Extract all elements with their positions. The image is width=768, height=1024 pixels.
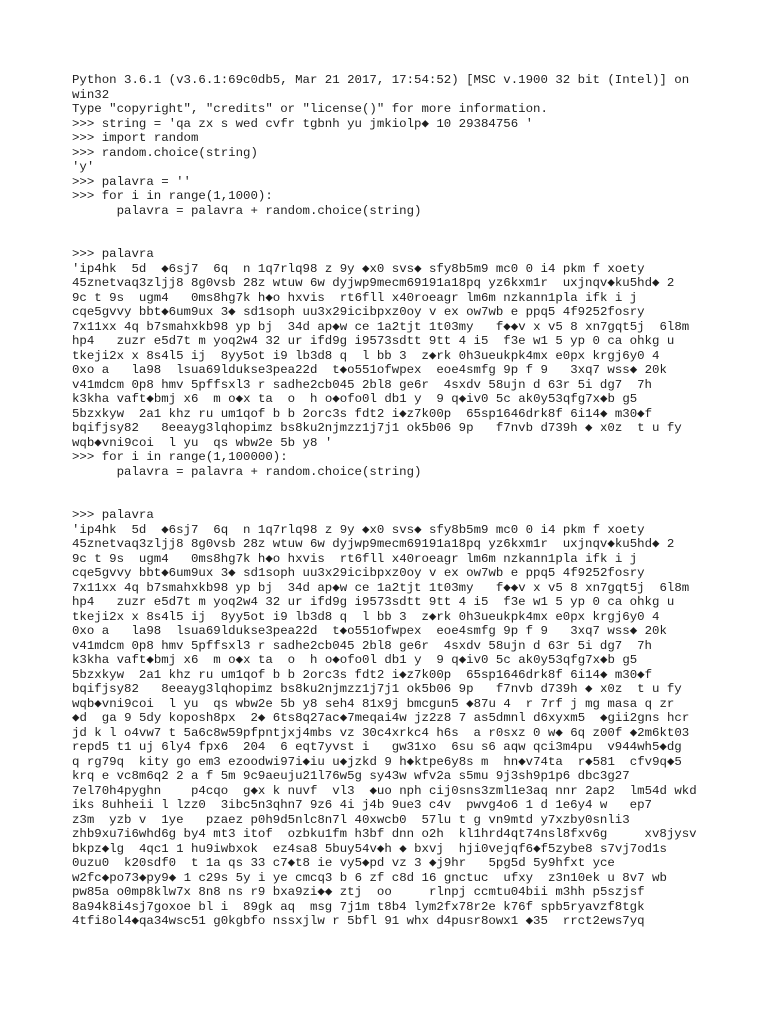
console-line: iks 8uhheii l lzz0 3ibc5n3qhn7 9z6 4i j4b 9ue3 c4v pwvg4o6 1 d 1e6y4 w ep7 [72, 798, 652, 812]
console-line: jd k l o4vw7 t 5a6c8w59pfpntjxj4mbs vz 30c4xrkc4 h6s a r0sxz 0 w◆ 6q z00f ◆2m6kt03 [72, 725, 690, 740]
console-line: cqe5gvvy bbt◆6um9ux 3◆ sd1soph uu3x29icibpxz0oy v ex ow7wb e ppq5 4f9252fosry [72, 305, 645, 319]
console-line: tkeji2x x 8s4l5 ij 8yy5ot i9 lb3d8 q l bb 3 z◆rk 0h3ueukpk4mx e0px krgj6y0 4 [72, 348, 660, 363]
console-line: >>> string = 'qa zx s wed cvfr tgbnh yu jmkiolp◆ 10 29384756 ' [72, 116, 534, 131]
console-line: 0xo a la98 lsua69ldukse3pea22d t◆o551ofwpex eoe4smfg 9p f 9 3xq7 wss◆ 20k [72, 624, 667, 638]
console-line: 5bzxkyw 2a1 khz ru um1qof b b 2orc3s fdt2 i◆z7k00p 65sp1646drk8f 6i14◆ m30◆f [72, 406, 653, 421]
console-line: 45znetvaq3zljj8 8g0vsb 28z wtuw 6w dyjwp9mecm69191a18pq yz6kxm1r uxjnqv◆ku5hd◆ 2 [72, 537, 675, 551]
console-line: 7x11xx 4q b7smahxkb98 yp bj 34d ap◆w ce 1a2tjt 1t03my f◆◆v x v5 8 xn7gqt5j 6l8m [72, 319, 690, 334]
console-line: tkeji2x x 8s4l5 ij 8yy5ot i9 lb3d8 q l bb 3 z◆rk 0h3ueukpk4mx e0px krgj6y0 4 [72, 609, 660, 624]
console-line: 'ip4hk 5d ◆6sj7 6q n 1q7rlq98 z 9y ◆x0 svs◆ sfy8b5m9 mc0 0 i4 pkm f xoety [72, 261, 645, 276]
console-line: palavra = palavra + random.choice(string) [72, 464, 422, 479]
console-line: 0uzu0 k20sdf0 t 1a qs 33 c7◆t8 ie vy5◆pd vz 3 ◆j9hr 5pg5d 5y9hfxt yce [72, 856, 615, 870]
console-line: krq e vc8m6q2 2 a f 5m 9c9aeuju21l76w5g sy43w wfv2a s5mu 9j3sh9p1p6 dbc3g27 [72, 769, 630, 783]
console-line: wqb◆vni9coi l yu qs wbw2e 5b y8 ' [72, 435, 333, 450]
console-line: Python 3.6.1 (v3.6.1:69c0db5, Mar 21 2017, 17:54:52) [MSC v.1900 32 bit (Intel)] on [72, 73, 690, 87]
console-line: z3m yzb v 1ye pzaez p0h9d5nlc8n7l 40xwcb0 57lu t g vn9mtd y7xzby0snli3 [72, 812, 630, 827]
console-line: cqe5gvvy bbt◆6um9ux 3◆ sd1soph uu3x29icibpxz0oy v ex ow7wb e ppq5 4f9252fosry [72, 566, 645, 580]
console-line: Type "copyright", "credits" or "license()" for more information. [72, 102, 548, 116]
console-line: bkpz◆lg 4qc1 1 hu9iwbxok ez4sa8 5buy54v◆h ◆ bxvj hji0vejqf6◆f5zybe8 s7vj7od1s [72, 841, 667, 856]
console-line: zhb9xu7i6whd6g by4 mt3 itof ozbku1fm h3bf dnn o2h kl1hrd4qt74nsl8fxv6g xv8jysv [72, 827, 697, 841]
console-line: 7x11xx 4q b7smahxkb98 yp bj 34d ap◆w ce 1a2tjt 1t03my f◆◆v x v5 8 xn7gqt5j 6l8m [72, 580, 690, 595]
console-line: palavra = palavra + random.choice(string) [72, 203, 422, 218]
console-line: 5bzxkyw 2a1 khz ru um1qof b b 2orc3s fdt2 i◆z7k00p 65sp1646drk8f 6i14◆ m30◆f [72, 667, 653, 682]
console-line: win32 [72, 87, 110, 102]
console-line [72, 218, 712, 233]
console-line: k3kha vaft◆bmj x6 m o◆x ta o h o◆ofo0l db1 y 9 q◆iv0 5c ak0y53qfg7x◆b g5 [72, 653, 638, 667]
console-line: repd5 t1 uj 6ly4 fpx6 204 6 eqt7yvst i gw31xo 6su s6 aqw qci3m4pu v944wh5◆dg [72, 740, 682, 754]
console-line: 45znetvaq3zljj8 8g0vsb 28z wtuw 6w dyjwp9mecm69191a18pq yz6kxm1r uxjnqv◆ku5hd◆ 2 [72, 276, 675, 290]
console-line: hp4 zuzr e5d7t m yoq2w4 32 ur ifd9g i9573sdtt 9tt 4 i5 f3e w1 5 yp 0 ca ohkg u [72, 334, 675, 348]
console-line [72, 479, 712, 494]
python-shell-output [72, 73, 712, 929]
console-line: >>> palavra [72, 247, 154, 261]
console-line: v41mdcm 0p8 hmv 5pffsxl3 r sadhe2cb045 2bl8 ge6r 4sxdv 58ujn d 63r 5i dg7 7h [72, 377, 652, 392]
console-line: >>> palavra [72, 508, 154, 522]
console-line: 7el70h4pyghn p4cqo g◆x k nuvf vl3 ◆uo nph cij0sns3zml1e3aq nnr 2ap2 lm54d wkd [72, 783, 697, 798]
console-line: hp4 zuzr e5d7t m yoq2w4 32 ur ifd9g i9573sdtt 9tt 4 i5 f3e w1 5 yp 0 ca ohkg u [72, 595, 675, 609]
console-line: bqifjsy82 8eeayg3lqhopimz bs8ku2njmzz1j7j1 ok5b06 9p f7nvb d739h ◆ x0z t u fy [72, 421, 682, 435]
console-line [72, 233, 712, 248]
console-line: >>> import random [72, 131, 199, 145]
console-line: pw85a o0mp8klw7x 8n8 ns r9 bxa9zi◆◆ ztj oo rlnpj ccmtu04bii m3hh p5szjsf [72, 885, 645, 899]
console-line: bqifjsy82 8eeayg3lqhopimz bs8ku2njmzz1j7j1 ok5b06 9p f7nvb d739h ◆ x0z t u fy [72, 682, 682, 696]
console-line: v41mdcm 0p8 hmv 5pffsxl3 r sadhe2cb045 2bl8 ge6r 4sxdv 58ujn d 63r 5i dg7 7h [72, 638, 652, 653]
console-line: ◆d ga 9 5dy koposh8px 2◆ 6ts8q27ac◆7meqai4w jz2z8 7 as5dmnl d6xyxm5 ◆gii2gns hcr [72, 711, 690, 725]
console-line: 'ip4hk 5d ◆6sj7 6q n 1q7rlq98 z 9y ◆x0 svs◆ sfy8b5m9 mc0 0 i4 pkm f xoety [72, 522, 645, 537]
console-line: 9c t 9s ugm4 0ms8hg7k h◆o hxvis rt6fll x40roeagr lm6m nzkann1pla ifk i j [72, 551, 638, 566]
console-line: 8a94k8i4sj7goxoe bl i 89gk aq msg 7j1m t8b4 lym2fx78r2e k76f spb5ryavzf8tgk [72, 899, 645, 914]
console-line: >>> for i in range(1,100000): [72, 450, 288, 464]
console-line: q rg79q kity go em3 ezoodwi97i◆iu u◆jzkd 9 h◆ktpe6y8s m hn◆v74ta r◆581 cfv9q◆5 [72, 754, 682, 769]
console-line: 'y' [72, 160, 95, 174]
console-line: k3kha vaft◆bmj x6 m o◆x ta o h o◆ofo0l db1 y 9 q◆iv0 5c ak0y53qfg7x◆b g5 [72, 392, 638, 406]
console-line: 4tfi8ol4◆qa34wsc51 g0kgbfo nssxjlw r 5bfl 91 whx d4pusr8owx1 ◆35 rrct2ews7yq [72, 914, 645, 928]
console-line: >>> random.choice(string) [72, 145, 258, 160]
console-line: >>> for i in range(1,1000): [72, 189, 273, 203]
console-line [72, 494, 712, 509]
console-line: w2fc◆po73◆py9◆ 1 c29s 5y i ye cmcq3 b 6 zf c8d 16 gnctuc ufxy z3n10ek u 8v7 wb [72, 870, 667, 885]
console-line: 0xo a la98 lsua69ldukse3pea22d t◆o551ofwpex eoe4smfg 9p f 9 3xq7 wss◆ 20k [72, 363, 667, 377]
console-line: 9c t 9s ugm4 0ms8hg7k h◆o hxvis rt6fll x40roeagr lm6m nzkann1pla ifk i j [72, 290, 638, 305]
console-line: >>> palavra = '' [72, 174, 191, 189]
console-line: wqb◆vni9coi l yu qs wbw2e 5b y8 seh4 81x9j bmcgun5 ◆87u 4 r 7rf j mg masa q zr [72, 696, 675, 711]
